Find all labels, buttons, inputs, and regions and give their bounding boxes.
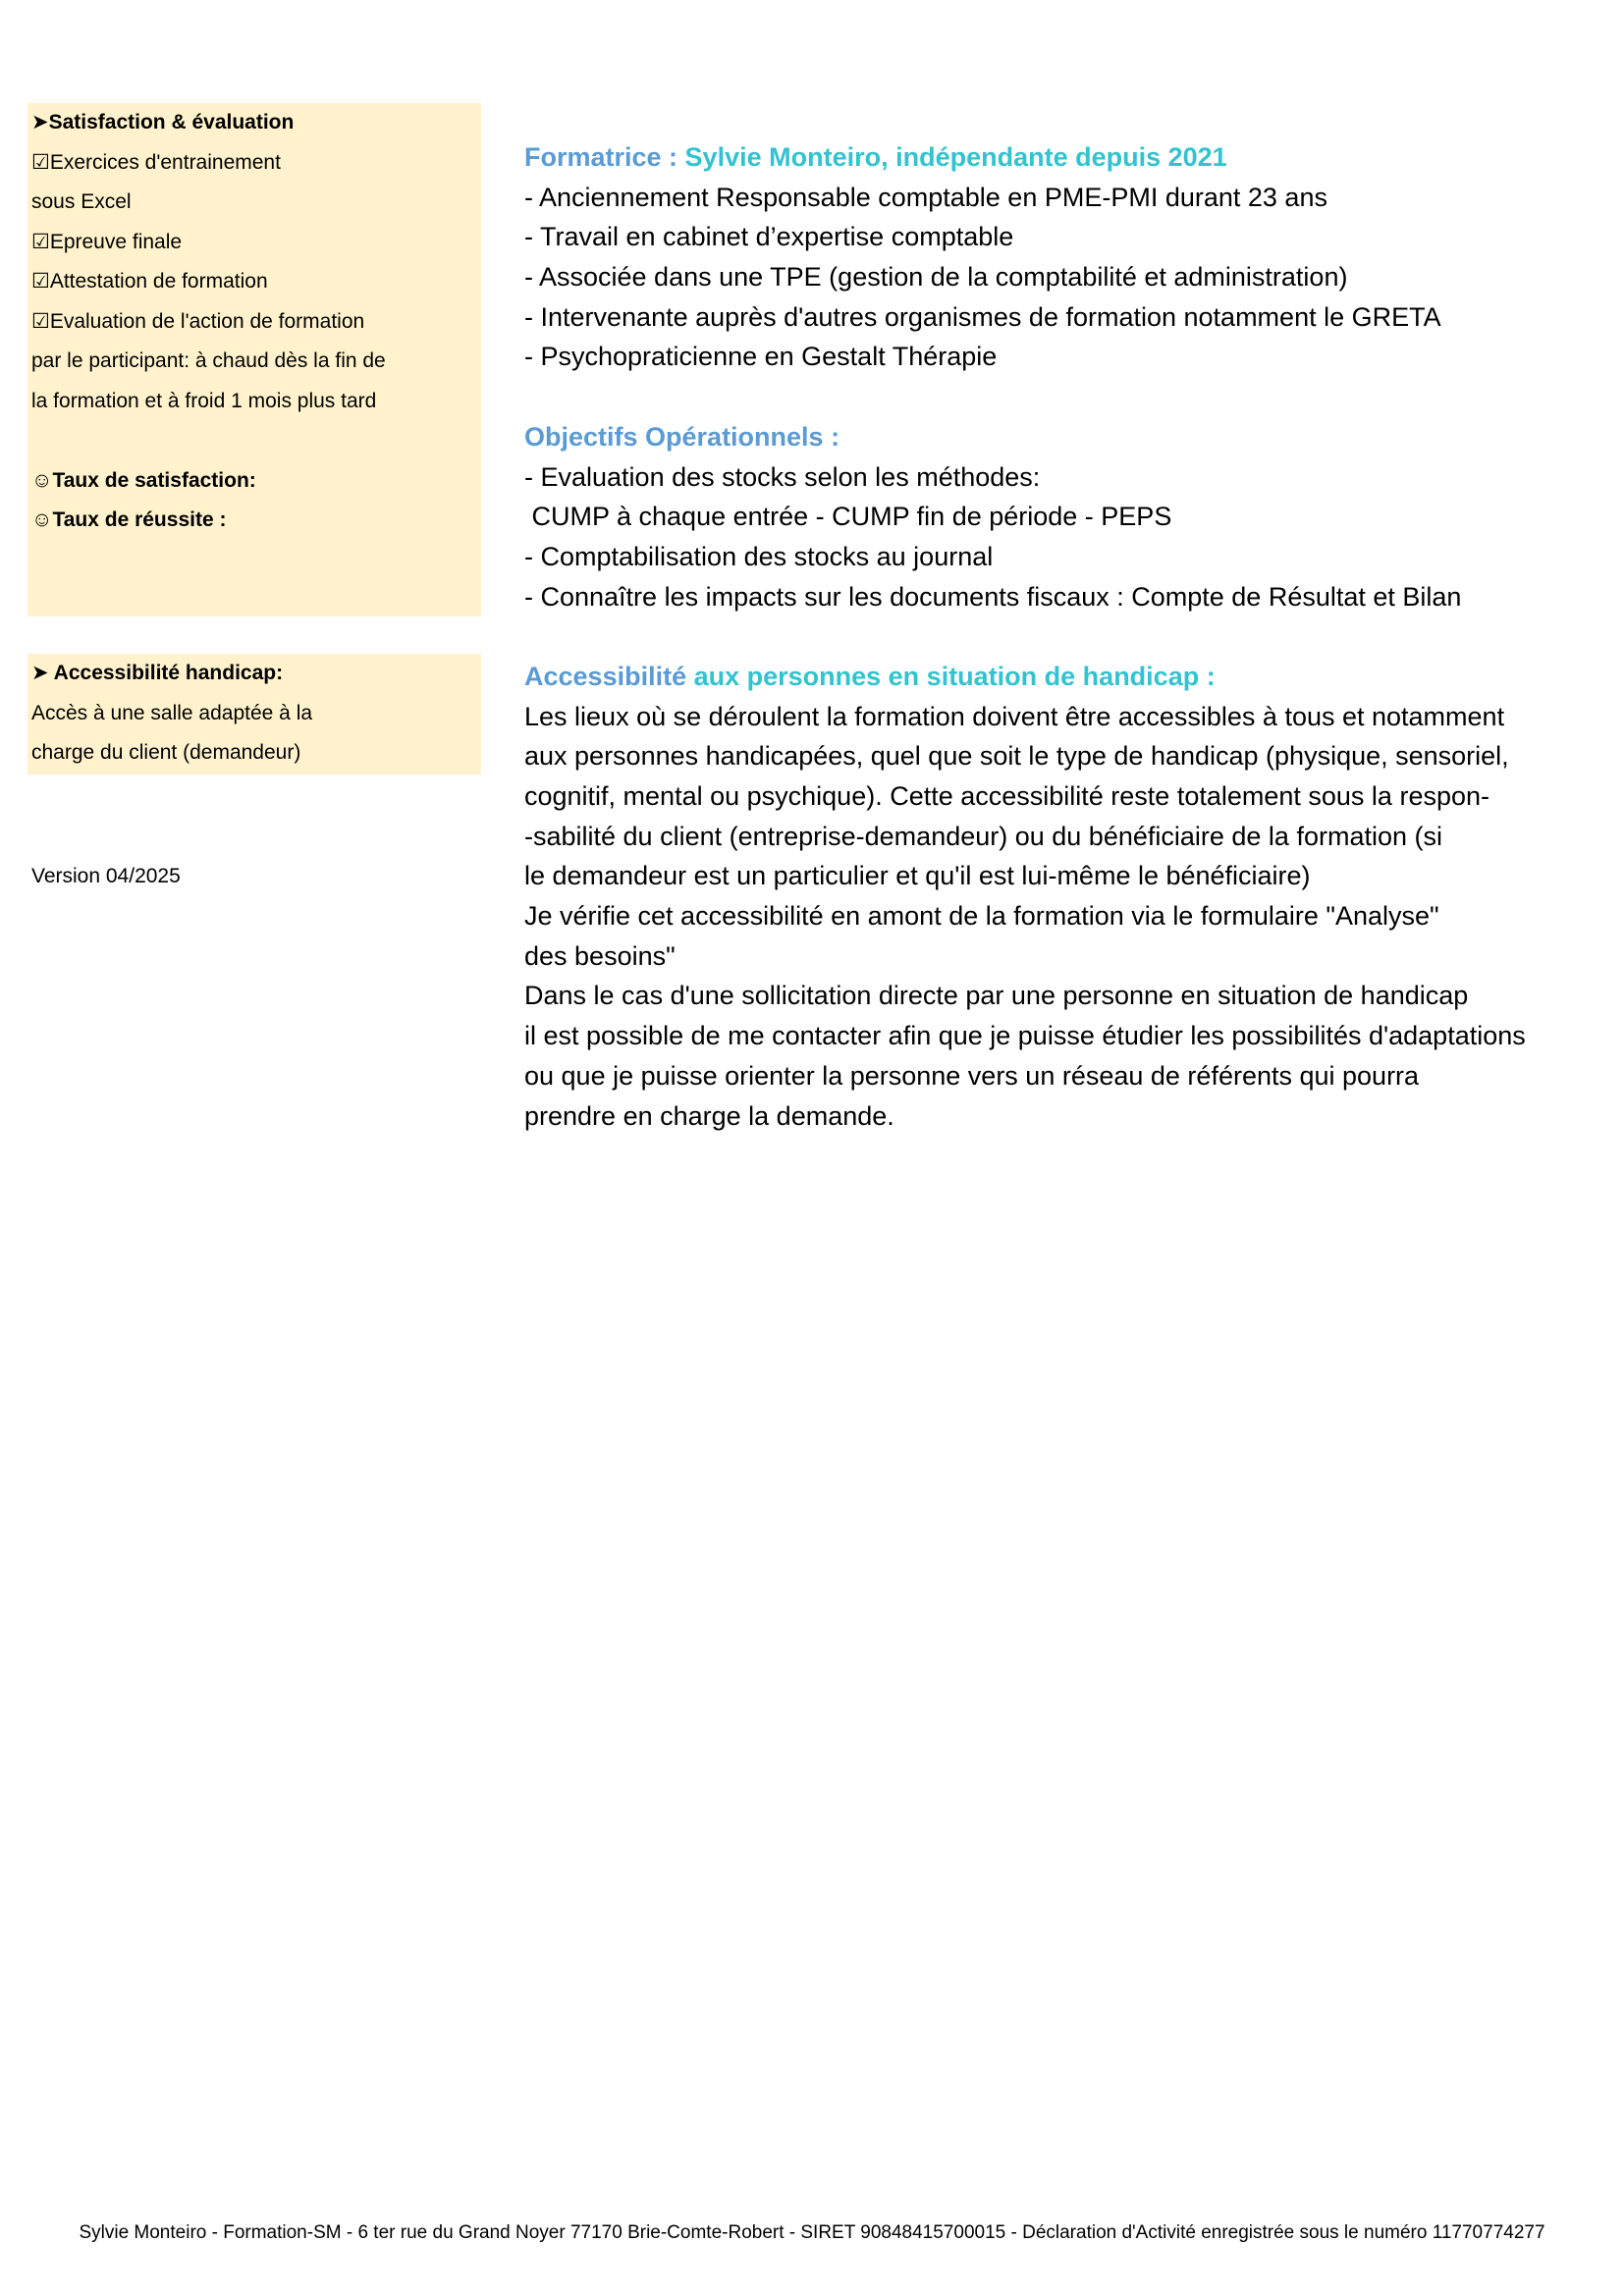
page-footer: Sylvie Monteiro - Formation-SM - 6 ter rue du Grand Noyer 77170 Brie-Comte-Robert - SIRET 90848415700015 - Déclaration d'Activité enregistrée sous le numéro 11770774277: [79, 2222, 1545, 2243]
trainer-line: - Intervenante auprès d'autres organismes de formation notamment le GRETA: [524, 301, 1441, 332]
accessibility-line: Les lieux où se déroulent la formation doivent être accessibles à tous et notamment: [524, 701, 1505, 731]
accessibility-line: il est possible de me contacter afin que je puisse étudier les possibilités d'adaptations: [524, 1021, 1526, 1051]
satisfaction-item: ☑Attestation de formation: [31, 262, 481, 302]
accessibility-line: prendre en charge la demande.: [524, 1100, 894, 1131]
checkbox-icon: ☑: [31, 150, 50, 174]
smiley-icon: ☺: [31, 508, 53, 531]
version-label: Version 04/2025: [31, 865, 181, 887]
accessibility-line: des besoins": [524, 940, 676, 971]
satisfaction-item: sous Excel: [31, 190, 132, 213]
objective-line: - Connaître les impacts sur les documents fiscaux : Compte de Résultat et Bilan: [524, 581, 1462, 612]
accessibility-line: aux personnes handicapées, quel que soit le type de handicap (physique, sensoriel,: [524, 741, 1509, 772]
objectives-heading: Objectifs Opérationnels :: [524, 421, 840, 452]
trainer-line: - Psychopraticienne en Gestalt Thérapie: [524, 342, 998, 372]
trainer-line: - Associée dans une TPE (gestion de la comptabilité et administration): [524, 262, 1348, 293]
accessibility-line: Je vérifie cet accessibilité en amont de la formation via le formulaire "Analyse": [524, 901, 1439, 932]
accessibility-line: Dans le cas d'une sollicitation directe par une personne en situation de handicap: [524, 981, 1469, 1011]
satisfaction-item: la formation et à froid 1 mois plus tard: [31, 389, 377, 412]
accessibility-heading: Accessibilité aux personnes en situation de handicap :: [524, 661, 1216, 691]
success-rate: ☺Taux de réussite :: [31, 501, 481, 541]
arrow-bullet-icon: ➤: [31, 662, 49, 684]
satisfaction-item: ☑Evaluation de l'action de formation: [31, 302, 481, 343]
satisfaction-box: [27, 103, 481, 616]
satisfaction-item: ☑Exercices d'entrainement: [31, 143, 481, 184]
accessibility-line: le demandeur est un particulier et qu'il est lui-même le bénéficiaire): [524, 861, 1311, 891]
handicap-line: charge du client (demandeur): [31, 741, 301, 764]
trainer-line: - Anciennement Responsable comptable en PME-PMI durant 23 ans: [524, 182, 1327, 212]
checkbox-icon: ☑: [31, 270, 50, 293]
satisfaction-rate: ☺Taux de satisfaction:: [31, 461, 481, 502]
accessibility-line: cognitif, mental ou psychique). Cette accessibilité reste totalement sous la respon-: [524, 781, 1489, 811]
checkbox-icon: ☑: [31, 230, 50, 253]
satisfaction-item: ☑Epreuve finale: [31, 223, 481, 263]
objective-line: - Evaluation des stocks selon les méthodes:: [524, 461, 1041, 492]
checkbox-icon: ☑: [31, 309, 50, 333]
main-content: [524, 137, 1595, 1136]
accessibility-line: ou que je puisse orienter la personne vers un réseau de référents qui pourra: [524, 1060, 1420, 1091]
objective-line: CUMP à chaque entrée - CUMP fin de période - PEPS: [524, 502, 1172, 532]
satisfaction-item: par le participant: à chaud dès la fin de: [31, 349, 386, 372]
handicap-box: [27, 654, 481, 774]
satisfaction-title: ➤Satisfaction & évaluation: [31, 103, 481, 143]
handicap-line: Accès à une salle adaptée à la: [31, 701, 313, 724]
trainer-line: - Travail en cabinet d’expertise comptable: [524, 222, 1014, 252]
accessibility-line: -sabilité du client (entreprise-demandeur) ou du bénéficiaire de la formation (si: [524, 821, 1442, 851]
trainer-heading: Formatrice : Sylvie Monteiro, indépendante depuis 2021: [524, 142, 1227, 172]
smiley-icon: ☺: [31, 468, 53, 492]
handicap-title: ➤ Accessibilité handicap:: [31, 654, 481, 694]
objective-line: - Comptabilisation des stocks au journal: [524, 541, 994, 571]
arrow-bullet-icon: ➤: [31, 111, 49, 133]
